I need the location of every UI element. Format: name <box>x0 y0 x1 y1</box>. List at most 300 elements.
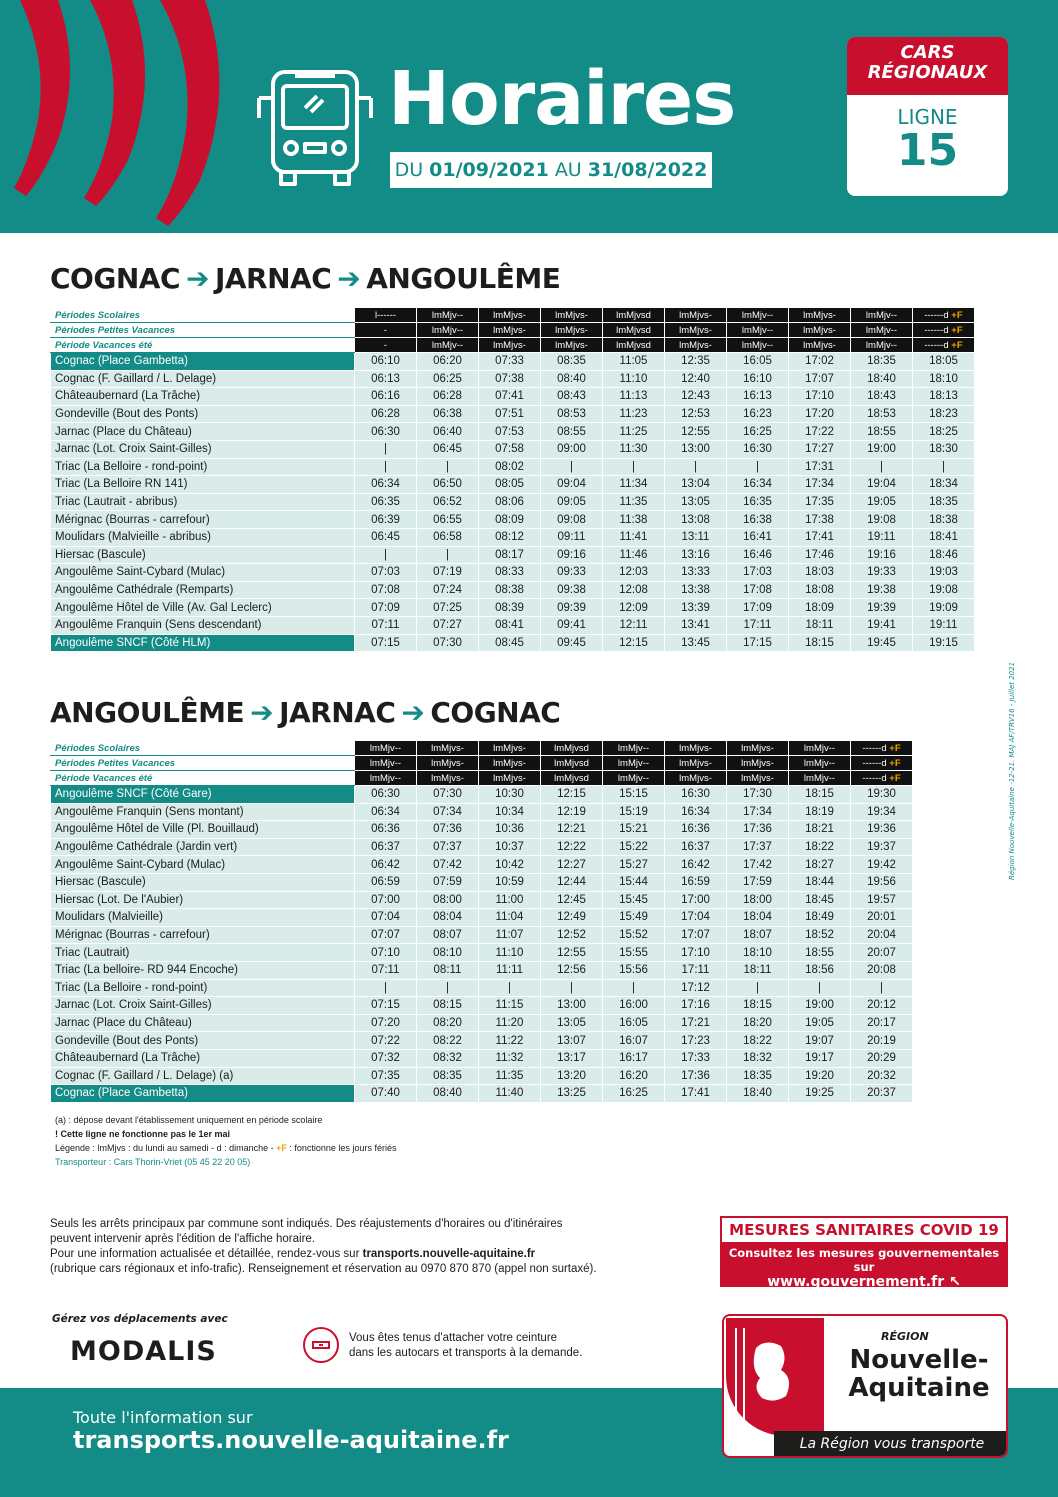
departure-time: 07:51 <box>479 405 541 423</box>
departure-time: 20:12 <box>851 997 913 1015</box>
stop-name: Châteaubernard (La Trâche) <box>51 388 355 406</box>
stop-name: Mérignac (Bourras - carrefour) <box>51 926 355 944</box>
departure-time: 12:45 <box>541 891 603 909</box>
departure-time: 07:34 <box>417 803 479 821</box>
departure-time: 17:36 <box>665 1067 727 1085</box>
period-code-cell <box>417 756 479 771</box>
period-code: lmMjvs- <box>679 339 712 351</box>
departure-time: 17:35 <box>789 493 851 511</box>
departure-time: | <box>355 440 417 458</box>
departure-time: 08:20 <box>417 1014 479 1032</box>
departure-time: 12:43 <box>665 388 727 406</box>
departure-time: 19:42 <box>851 856 913 874</box>
covid-box <box>720 1216 1008 1290</box>
departure-time: 08:53 <box>541 405 603 423</box>
departure-time: 19:34 <box>851 803 913 821</box>
period-code-cell <box>665 756 727 771</box>
period-label: Périodes Petites Vacances <box>51 323 355 338</box>
info-link[interactable]: transports.nouvelle-aquitaine.fr <box>362 1248 536 1260</box>
departure-time: | <box>603 979 665 997</box>
departure-time: 11:04 <box>479 909 541 927</box>
departure-time: 19:16 <box>851 546 913 564</box>
departure-time: 09:11 <box>541 528 603 546</box>
departure-time: | <box>665 458 727 476</box>
stop-name: Moulidars (Malvieille) <box>51 909 355 927</box>
departure-time: 13:25 <box>541 1085 603 1103</box>
period-code: lmMjvsd <box>554 772 589 784</box>
departure-time: 13:04 <box>665 476 727 494</box>
period-code-cell <box>541 323 603 338</box>
dates-mid: AU <box>554 159 582 181</box>
seatbelt-icon <box>303 1327 339 1363</box>
departure-time: 07:30 <box>417 634 479 652</box>
departure-time: 06:34 <box>355 476 417 494</box>
period-code: lmMjvs- <box>679 742 712 754</box>
period-code: lmMjvs- <box>679 309 712 321</box>
period-code-cell <box>541 338 603 353</box>
departure-time: 08:04 <box>417 909 479 927</box>
departure-time: 09:00 <box>541 440 603 458</box>
departure-time: 10:30 <box>479 786 541 804</box>
stop-row <box>51 1014 913 1032</box>
departure-time: 10:34 <box>479 803 541 821</box>
period-row <box>51 741 913 756</box>
footnotes <box>55 1113 396 1169</box>
departure-time: 20:37 <box>851 1085 913 1103</box>
region-name <box>834 1346 1004 1402</box>
stop-row <box>51 476 975 494</box>
stop-row <box>51 1032 913 1050</box>
period-code: ------d <box>924 324 949 336</box>
period-code-cell <box>851 323 913 338</box>
departure-time: 19:08 <box>913 581 975 599</box>
departure-time: 19:09 <box>913 599 975 617</box>
period-code-cell <box>603 338 665 353</box>
departure-time: 09:41 <box>541 616 603 634</box>
departure-time: 12:15 <box>603 634 665 652</box>
region-slogan: La Région vous transporte <box>774 1431 1008 1458</box>
departure-time: 11:10 <box>603 370 665 388</box>
departure-time: 15:52 <box>603 926 665 944</box>
departure-time: 20:04 <box>851 926 913 944</box>
departure-time: 12:15 <box>541 786 603 804</box>
period-code: lmMjv-- <box>803 742 836 754</box>
departure-time: 18:41 <box>913 528 975 546</box>
period-code-cell <box>603 308 665 323</box>
departure-time: 13:11 <box>665 528 727 546</box>
period-code: lmMjv-- <box>741 309 774 321</box>
period-code-cell <box>789 756 851 771</box>
departure-time: 19:15 <box>913 634 975 652</box>
stop-row <box>51 856 913 874</box>
period-code-cell <box>727 771 789 786</box>
departure-time: 06:25 <box>417 370 479 388</box>
departure-time: 19:36 <box>851 821 913 839</box>
departure-time: 20:19 <box>851 1032 913 1050</box>
stop-row <box>51 405 975 423</box>
departure-time: 17:34 <box>727 803 789 821</box>
departure-time: 09:05 <box>541 493 603 511</box>
departure-time: | <box>727 979 789 997</box>
departure-time: 16:46 <box>727 546 789 564</box>
ferie-mark: +F <box>889 757 901 769</box>
stop-name: Cognac (Place Gambetta) <box>51 353 355 371</box>
period-code-cell <box>355 756 417 771</box>
period-code: lmMjvs- <box>431 742 464 754</box>
departure-time: 19:45 <box>851 634 913 652</box>
departure-time: 19:41 <box>851 616 913 634</box>
departure-time: 18:55 <box>789 944 851 962</box>
period-code-cell <box>665 338 727 353</box>
region-name-1: Nouvelle- <box>849 1345 989 1375</box>
period-code: ------d <box>924 309 949 321</box>
departure-time: 15:22 <box>603 838 665 856</box>
departure-time: 18:10 <box>727 944 789 962</box>
departure-time: 08:35 <box>541 353 603 371</box>
departure-time: 06:30 <box>355 786 417 804</box>
departure-time: 20:07 <box>851 944 913 962</box>
departure-time: 16:05 <box>603 1014 665 1032</box>
departure-time: 12:11 <box>603 616 665 634</box>
seatbelt-line-2: dans les autocars et transports à la demande. <box>349 1347 583 1359</box>
period-code: lmMjvsd <box>554 757 589 769</box>
period-code: lmMjvs- <box>679 324 712 336</box>
covid-link[interactable] <box>722 1274 1006 1290</box>
departure-time: 06:55 <box>417 511 479 529</box>
departure-time: 17:15 <box>727 634 789 652</box>
period-code-cell <box>541 308 603 323</box>
period-code: lmMjv-- <box>369 757 402 769</box>
departure-time: 16:17 <box>603 1049 665 1067</box>
departure-time: 11:11 <box>479 961 541 979</box>
departure-time: 06:16 <box>355 388 417 406</box>
departure-time: 18:11 <box>727 961 789 979</box>
region-small-label: RÉGION <box>881 1330 929 1343</box>
period-code: - <box>383 324 388 336</box>
stop-name: Cognac (Place Gambetta) <box>51 1085 355 1103</box>
departure-time: 17:12 <box>665 979 727 997</box>
period-code: lmMjvsd <box>616 309 651 321</box>
departure-time: 18:15 <box>789 634 851 652</box>
departure-time: 15:56 <box>603 961 665 979</box>
period-code-cell <box>603 771 665 786</box>
period-code-cell <box>727 323 789 338</box>
departure-time: 18:44 <box>789 873 851 891</box>
period-code-cell <box>417 338 479 353</box>
period-code-cell <box>479 741 541 756</box>
departure-time: 08:22 <box>417 1032 479 1050</box>
departure-time: 16:30 <box>665 786 727 804</box>
departure-time: 08:55 <box>541 423 603 441</box>
badge-line-number: 15 <box>896 125 959 176</box>
departure-time: 07:30 <box>417 786 479 804</box>
period-code-cell <box>355 308 417 323</box>
departure-time: 16:25 <box>727 423 789 441</box>
departure-time: 18:43 <box>851 388 913 406</box>
period-code-cell <box>851 338 913 353</box>
departure-time: 19:04 <box>851 476 913 494</box>
departure-time: 06:34 <box>355 803 417 821</box>
stop-row <box>51 838 913 856</box>
departure-time: 17:22 <box>789 423 851 441</box>
departure-time: 16:42 <box>665 856 727 874</box>
departure-time: 11:32 <box>479 1049 541 1067</box>
period-code-cell <box>789 338 851 353</box>
departure-time: 18:15 <box>727 997 789 1015</box>
stop-name: Triac (La Belloire RN 141) <box>51 476 355 494</box>
ferie-mark: +F <box>951 339 963 351</box>
departure-time: 07:04 <box>355 909 417 927</box>
period-code-cell <box>417 323 479 338</box>
departure-time: 10:59 <box>479 873 541 891</box>
departure-time: 11:10 <box>479 944 541 962</box>
departure-time: | <box>541 458 603 476</box>
departure-time: 18:46 <box>913 546 975 564</box>
section-title-return <box>50 696 560 729</box>
departure-time: 06:30 <box>355 423 417 441</box>
departure-time: 17:46 <box>789 546 851 564</box>
dates-prefix: DU <box>394 159 424 181</box>
departure-time: 06:38 <box>417 405 479 423</box>
badge-cars: CARS <box>900 42 955 63</box>
stop-name: Angoulême Hôtel de Ville (Av. Gal Leclerc) <box>51 599 355 617</box>
departure-time: 17:07 <box>789 370 851 388</box>
line-badge <box>847 37 1008 196</box>
arrow-right-icon: ➔ <box>337 262 361 295</box>
departure-time: 17:23 <box>665 1032 727 1050</box>
departure-time: 19:07 <box>789 1032 851 1050</box>
departure-time: 06:20 <box>417 353 479 371</box>
footer-link[interactable]: transports.nouvelle-aquitaine.fr <box>73 1426 509 1454</box>
departure-time: 19:08 <box>851 511 913 529</box>
departure-time: 16:59 <box>665 873 727 891</box>
period-code: l------ <box>374 309 397 321</box>
stop-row <box>51 926 913 944</box>
period-code: lmMjv-- <box>803 757 836 769</box>
departure-time: 19:05 <box>851 493 913 511</box>
note-transporteur: Transporteur : Cars Thorin-Vriet (05 45 22 20 05) <box>55 1157 251 1167</box>
header-banner <box>0 0 1058 233</box>
legend-ferie: +F <box>276 1143 287 1153</box>
departure-time: 17:02 <box>789 353 851 371</box>
period-label: Période Vacances été <box>51 338 355 353</box>
date-to: 31/08/2022 <box>587 159 708 181</box>
stop-name: Jarnac (Lot. Croix Saint-Gilles) <box>51 997 355 1015</box>
period-code-cell <box>479 338 541 353</box>
period-code-cell <box>603 323 665 338</box>
departure-time: 18:22 <box>789 838 851 856</box>
period-code: ------d <box>862 757 887 769</box>
timetable-outbound <box>50 307 975 652</box>
departure-time: 18:05 <box>913 353 975 371</box>
legend-ferie-text: : fonctionne les jours fériés <box>286 1143 397 1153</box>
departure-time: | <box>417 979 479 997</box>
departure-time: 13:00 <box>541 997 603 1015</box>
departure-time: 08:35 <box>417 1067 479 1085</box>
departure-time: 06:35 <box>355 493 417 511</box>
period-code-cell <box>789 323 851 338</box>
departure-time: 07:59 <box>417 873 479 891</box>
period-code-cell <box>479 756 541 771</box>
departure-time: 12:44 <box>541 873 603 891</box>
period-code-cell <box>665 771 727 786</box>
stop-row <box>51 599 975 617</box>
page-title: Horaires <box>388 56 736 142</box>
period-code: lmMjv-- <box>369 772 402 784</box>
departure-time: 17:21 <box>665 1014 727 1032</box>
legend-text: Légende : lmMjvs : du lundi au samedi - d : dimanche - <box>55 1143 277 1153</box>
departure-time: 17:34 <box>789 476 851 494</box>
period-code-cell <box>479 308 541 323</box>
stop-name: Triac (La Belloire - rond-point) <box>51 458 355 476</box>
departure-time: 15:55 <box>603 944 665 962</box>
period-code: lmMjvs- <box>493 772 526 784</box>
ferie-mark: +F <box>889 742 901 754</box>
period-code-cell <box>851 741 913 756</box>
departure-time: 19:30 <box>851 786 913 804</box>
period-row <box>51 323 975 338</box>
departure-time: 18:35 <box>851 353 913 371</box>
departure-time: | <box>789 979 851 997</box>
period-code-cell <box>355 323 417 338</box>
departure-time: | <box>417 458 479 476</box>
departure-time: 18:21 <box>789 821 851 839</box>
period-code: lmMjvs- <box>741 742 774 754</box>
departure-time: 18:22 <box>727 1032 789 1050</box>
stop-name: Mérignac (Bourras - carrefour) <box>51 511 355 529</box>
stop-name: Triac (La Belloire - rond-point) <box>51 979 355 997</box>
period-code: lmMjvs- <box>555 324 588 336</box>
stop-name: Gondeville (Bout des Ponts) <box>51 405 355 423</box>
departure-time: 19:25 <box>789 1085 851 1103</box>
departure-time: 19:00 <box>789 997 851 1015</box>
departure-time: 19:20 <box>789 1067 851 1085</box>
stop-row <box>51 821 913 839</box>
period-code-cell <box>789 741 851 756</box>
departure-time: 16:25 <box>603 1085 665 1103</box>
covid-link-text[interactable]: www.gouvernement.fr <box>767 1274 945 1290</box>
stop-title-1: COGNAC <box>50 262 180 295</box>
departure-time: 17:10 <box>665 944 727 962</box>
departure-time: 18:09 <box>789 599 851 617</box>
departure-time: 18:45 <box>789 891 851 909</box>
departure-time: 08:06 <box>479 493 541 511</box>
departure-time: 08:40 <box>417 1085 479 1103</box>
departure-time: 16:37 <box>665 838 727 856</box>
stop-row <box>51 388 975 406</box>
departure-time: 07:08 <box>355 581 417 599</box>
departure-time: 06:59 <box>355 873 417 891</box>
period-code-cell <box>727 756 789 771</box>
stop-row <box>51 979 913 997</box>
stop-name: Hiersac (Bascule) <box>51 546 355 564</box>
note-legend <box>55 1141 396 1155</box>
departure-time: 17:27 <box>789 440 851 458</box>
departure-time: 07:20 <box>355 1014 417 1032</box>
side-credit: Région Nouvelle-Aquitaine -12-21. MAJ AF/TRV16 - Juillet 2021 <box>1008 661 1016 880</box>
stop-row <box>51 1085 913 1103</box>
departure-time: 19:05 <box>789 1014 851 1032</box>
departure-time: 15:21 <box>603 821 665 839</box>
period-code: lmMjvs- <box>803 309 836 321</box>
period-code-cell <box>417 771 479 786</box>
departure-time: 19:03 <box>913 564 975 582</box>
period-code: lmMjv-- <box>617 742 650 754</box>
departure-time: 11:13 <box>603 388 665 406</box>
departure-time: 07:37 <box>417 838 479 856</box>
departure-time: | <box>851 458 913 476</box>
period-code: lmMjvs- <box>493 742 526 754</box>
period-code: lmMjv-- <box>617 757 650 769</box>
departure-time: 12:40 <box>665 370 727 388</box>
period-code-cell <box>727 308 789 323</box>
period-code-cell <box>665 323 727 338</box>
departure-time: 19:11 <box>851 528 913 546</box>
departure-time: 17:16 <box>665 997 727 1015</box>
stop-name: Angoulême SNCF (Côté Gare) <box>51 786 355 804</box>
departure-time: 17:10 <box>789 388 851 406</box>
period-code: lmMjvs- <box>555 309 588 321</box>
departure-time: 18:56 <box>789 961 851 979</box>
departure-time: 09:16 <box>541 546 603 564</box>
departure-time: 08:09 <box>479 511 541 529</box>
seatbelt-text <box>349 1331 582 1361</box>
period-code: lmMjvs- <box>803 339 836 351</box>
period-code: lmMjvs- <box>679 772 712 784</box>
departure-time: 11:40 <box>479 1085 541 1103</box>
departure-time: 11:38 <box>603 511 665 529</box>
departure-time: 12:08 <box>603 581 665 599</box>
departure-time: 15:27 <box>603 856 665 874</box>
period-code-cell <box>479 771 541 786</box>
date-from: 01/09/2021 <box>429 159 549 181</box>
departure-time: 11:23 <box>603 405 665 423</box>
departure-time: 17:00 <box>665 891 727 909</box>
departure-time: 07:11 <box>355 961 417 979</box>
departure-time: 18:13 <box>913 388 975 406</box>
departure-time: 07:00 <box>355 891 417 909</box>
departure-time: 15:44 <box>603 873 665 891</box>
lion-shield-icon <box>726 1318 824 1436</box>
departure-time: | <box>913 458 975 476</box>
stop-row <box>51 353 975 371</box>
departure-time: 11:07 <box>479 926 541 944</box>
stop-name: Jarnac (Place du Château) <box>51 1014 355 1032</box>
departure-time: | <box>417 546 479 564</box>
period-label: Périodes Scolaires <box>51 308 355 323</box>
stop-name: Châteaubernard (La Trâche) <box>51 1049 355 1067</box>
period-code: lmMjv-- <box>617 772 650 784</box>
departure-time: 12:19 <box>541 803 603 821</box>
period-code-cell <box>851 308 913 323</box>
departure-time: 07:10 <box>355 944 417 962</box>
departure-time: 15:45 <box>603 891 665 909</box>
departure-time: 18:35 <box>727 1067 789 1085</box>
departure-time: 13:45 <box>665 634 727 652</box>
departure-time: 10:37 <box>479 838 541 856</box>
stop-name: Angoulême Cathédrale (Remparts) <box>51 581 355 599</box>
period-code-cell <box>789 308 851 323</box>
departure-time: 16:41 <box>727 528 789 546</box>
departure-time: 07:19 <box>417 564 479 582</box>
departure-time: 18:19 <box>789 803 851 821</box>
departure-time: 17:41 <box>789 528 851 546</box>
departure-time: 11:22 <box>479 1032 541 1050</box>
badge-category <box>847 37 1008 95</box>
info-line-1: Seuls les arrêts principaux par commune sont indiqués. Des réajustements d'horaires ou d'itinéraires <box>50 1218 563 1230</box>
departure-time: 17:42 <box>727 856 789 874</box>
period-code-cell <box>355 771 417 786</box>
